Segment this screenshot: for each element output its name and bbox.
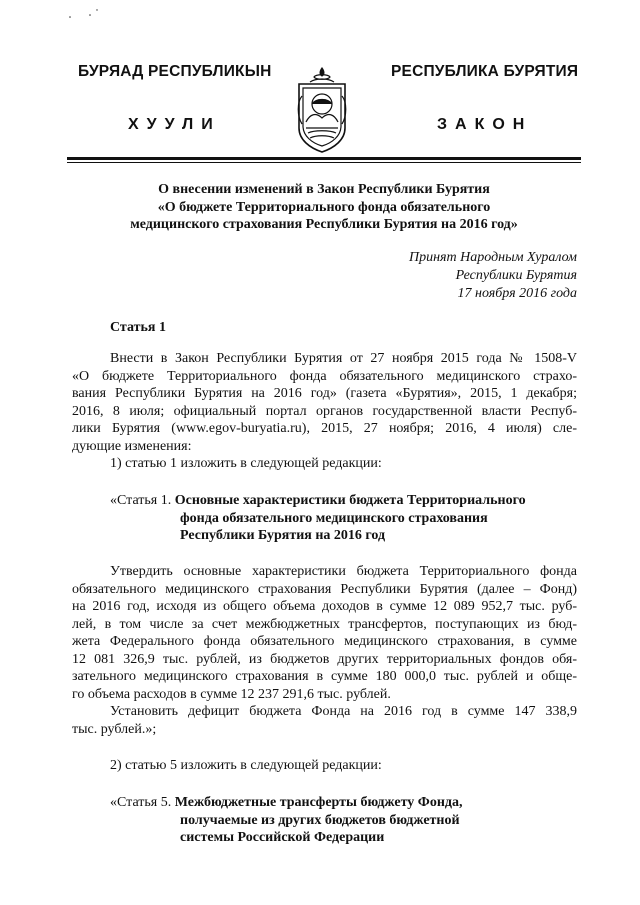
amendment-item-1: 1) статью 1 изложить в следующей редакции: [110,456,382,471]
adoption-note [409,249,577,303]
adoption-line: 17 ноября 2016 года [457,286,577,301]
text-line: лей, в том числе за счет межбюджетных трансфертов, поступающих из бюд- [72,616,577,632]
text-line: на 2016 год, исходя из общего объема доходов в сумме 12 089 952,7 тыс. руб- [72,599,577,614]
article-heading: Статья 1 [110,320,166,335]
header-rule-thin [67,162,581,163]
title-line: медицинского страхования Республики Бурятия на 2016 год» [130,217,518,232]
text-line: жета Федерального фонда обязательного медицинского страхования, в сумме [72,634,577,649]
quoted-article-1-heading [110,492,526,545]
text-line: зательного медицинского страхования в сумме 180 000,0 тыс. рублей и обще- [72,669,577,684]
text-line: лики Бурятия (www.egov-buryatia.ru), 2015, 27 ноября; 2016, 4 июля) сле- [72,421,577,436]
text-line: дующие изменения: [72,438,192,454]
amendment-item-2: 2) статью 5 изложить в следующей редакции: [110,758,382,773]
quoted-article-title: получаемые из других бюджетов бюджетной [180,812,460,828]
budget-characteristics-paragraph [72,563,577,703]
intro-paragraph [72,350,577,455]
text-line: Внести в Закон Республики Бурятия от 27 ноября 2015 года № 1508-V [110,351,577,366]
header-rule-thick [67,157,581,160]
text-line: Установить дефицит бюджета Фонда на 2016 год в сумме 147 338,9 [110,704,577,719]
coat-of-arms-emblem [294,66,350,154]
quoted-article-title: системы Российской Федерации [180,830,385,845]
quoted-article-title: Республики Бурятия на 2016 год [180,528,386,543]
text-line: Утвердить основные характеристики бюджета Территориального фонда [110,564,577,579]
text-line: 12 081 326,9 тыс. рублей, из бюджетов других территориальных фондов обя- [72,651,577,667]
text-line: обязательного медицинского страхования Республики Бурятия (далее – Фонд) [72,581,577,597]
text-line: го объема расходов в сумме 12 237 291,6 тыс. рублей. [72,686,391,702]
quoted-article-prefix: «Статья 1. [110,493,175,508]
header-republic-russian: РЕСПУБЛИКА БУРЯТИЯ [391,63,579,80]
text-line: тыс. рублей.»; [72,721,157,737]
adoption-line: Принят Народным Хуралом [408,250,577,265]
scan-specks [66,8,106,22]
quoted-article-5-heading [110,794,462,847]
deficit-paragraph [72,703,577,738]
quoted-article-title: фонда обязательного медицинского страхования [180,510,488,526]
text-line: 2016, 8 июля; официальный портал органов государственной власти Респуб- [72,403,577,419]
quoted-article-title: Основные характеристики бюджета Территориального [174,493,526,508]
header-republic-buryat: БУРЯАД РЕСПУБЛИКЫН [78,63,272,80]
header-doc-type-russian: ЗАКОН [437,116,533,133]
quoted-article-title: Межбюджетные трансферты бюджету Фонда, [174,795,463,810]
text-line: вания Республики Бурятия на 2016 год» (газета «Бурятия», 2015, 1 декабря; [72,386,577,401]
law-title [67,181,581,234]
title-line: «О бюджете Территориального фонда обязательного [157,199,491,215]
text-line: «О бюджете Территориального фонда обязательного медицинского страхо- [72,368,577,384]
header-doc-type-buryat: ХУУЛИ [128,116,221,133]
title-line: О внесении изменений в Закон Республики Бурятия [158,182,490,197]
quoted-article-prefix: «Статья 5. [110,795,175,810]
adoption-line: Республики Бурятия [455,268,577,283]
